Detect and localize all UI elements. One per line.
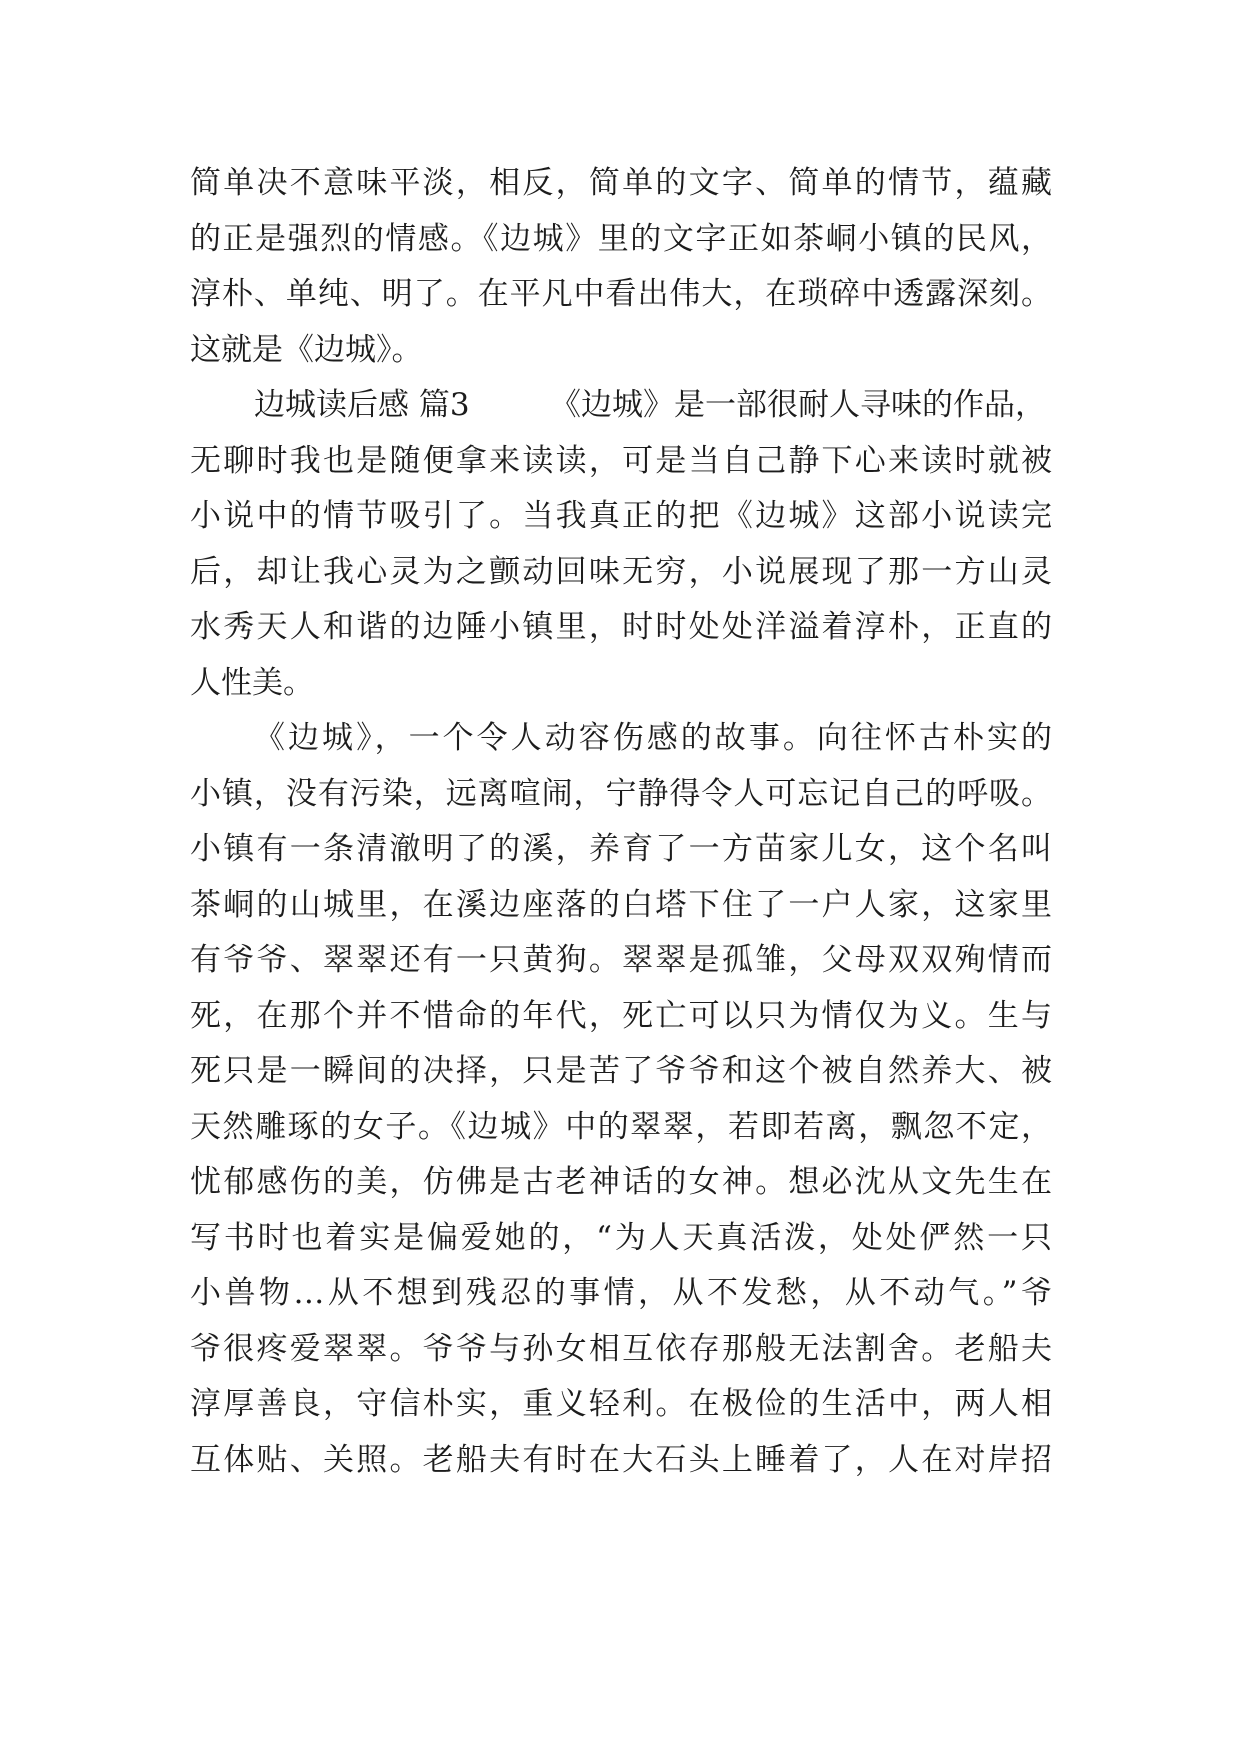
text-line: 小兽物…从不想到残忍的事情，从不发愁，从不动气。”爷 xyxy=(190,1275,1052,1311)
text-line: 忧郁感伤的美，仿佛是古老神话的女神。想必沈从文先生在 xyxy=(190,1164,1052,1200)
text-line: 茶峒的山城里，在溪边座落的白塔下住了一户人家，这家里 xyxy=(190,886,1052,923)
text-line: 无聊时我也是随便拿来读读，可是当自己静下心来读时就被 xyxy=(190,442,1052,479)
text-line: 淳厚善良，守信朴实，重义轻利。在极俭的生活中，两人相 xyxy=(190,1386,1052,1422)
text-line: 这就是《边城》。 xyxy=(190,331,423,368)
text-line-start: 《边城》是一部很耐人寻味的作品， xyxy=(550,387,1046,423)
section-heading: 边城读后感 篇3 xyxy=(254,387,470,423)
text-line: 有爷爷、翠翠还有一只黄狗。翠翠是孤雏，父母双双殉情而 xyxy=(190,942,1052,978)
text-line: 小镇有一条清澈明了的溪，养育了一方苗家儿女，这个名叫 xyxy=(190,831,1052,867)
text-line: 的正是强烈的情感。《边城》里的文字正如茶峒小镇的民风， xyxy=(190,220,1052,257)
text-line: 天然雕琢的女子。《边城》中的翠翠，若即若离，飘忽不定， xyxy=(190,1108,1052,1145)
text-line: 死，在那个并不惜命的年代，死亡可以只为情仅为义。生与 xyxy=(190,997,1052,1034)
text-line: 后，却让我心灵为之颤动回味无穷，小说展现了那一方山灵 xyxy=(190,553,1052,590)
text-line: 水秀天人和谐的边陲小镇里，时时处处洋溢着淳朴，正直的 xyxy=(190,609,1052,645)
text-line: 《边城》，一个令人动容伤感的故事。向往怀古朴实的 xyxy=(254,720,1052,756)
paragraph-3 xyxy=(190,711,1052,1488)
paragraph-1 xyxy=(190,156,1052,378)
text-line: 淳朴、单纯、明了。在平凡中看出伟大，在琐碎中透露深刻。 xyxy=(190,276,1052,312)
document-body xyxy=(190,156,1052,1488)
text-line: 小镇，没有污染，远离喧闹，宁静得令人可忘记自己的呼吸。 xyxy=(190,775,1052,812)
text-line: 爷很疼爱翠翠。爷爷与孙女相互依存那般无法割舍。老船夫 xyxy=(190,1330,1052,1367)
text-line: 小说中的情节吸引了。当我真正的把《边城》这部小说读完 xyxy=(190,498,1052,534)
text-line: 互体贴、关照。老船夫有时在大石头上睡着了，人在对岸招 xyxy=(190,1441,1052,1478)
text-line: 写书时也着实是偏爱她的，“为人天真活泼，处处俨然一只 xyxy=(190,1219,1052,1256)
section-heading-line xyxy=(190,378,1052,434)
section-paragraph xyxy=(190,378,1052,711)
text-line: 人性美。 xyxy=(190,664,314,701)
text-line: 死只是一瞬间的决择，只是苦了爷爷和这个被自然养大、被 xyxy=(190,1053,1052,1089)
text-line: 简单决不意味平淡，相反，简单的文字、简单的情节，蕴藏 xyxy=(190,165,1052,201)
